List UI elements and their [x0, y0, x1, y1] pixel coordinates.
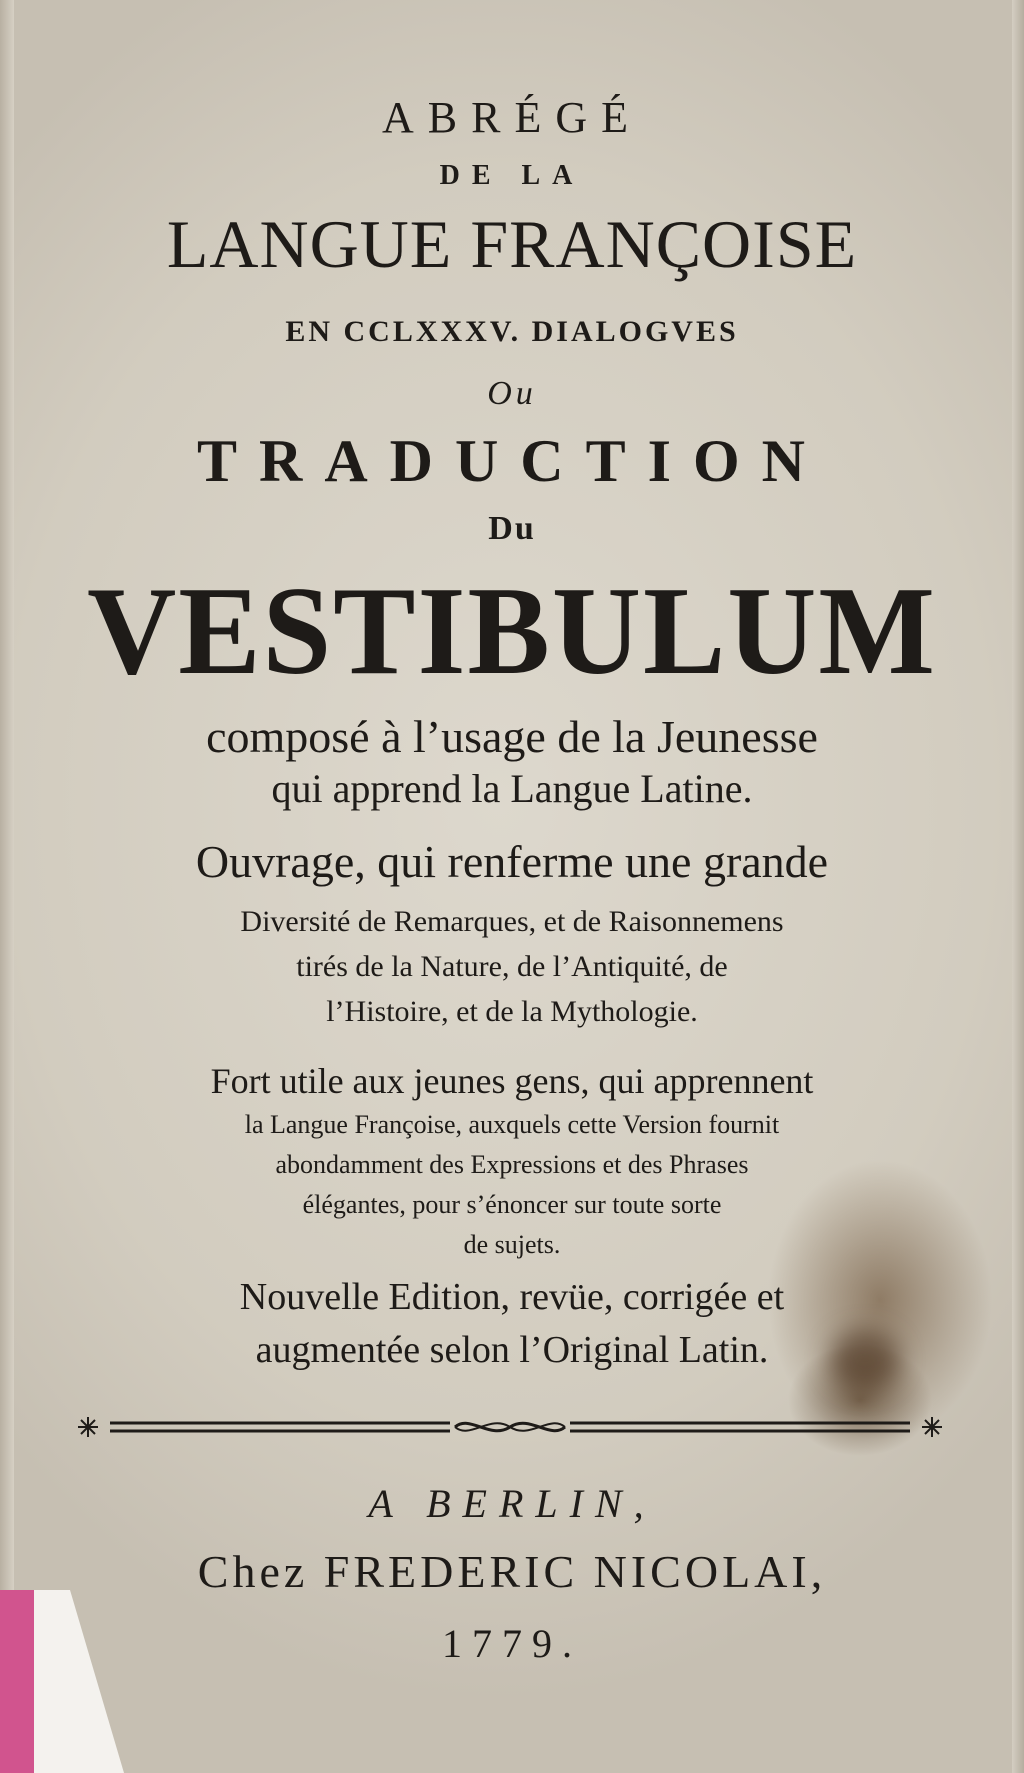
title-vestibulum: VESTIBULUM — [87, 562, 937, 701]
paper-corner — [34, 1590, 124, 1773]
subtitle-compose: composé à l’usage de la Jeunesse — [206, 711, 818, 762]
imprint-year: 1779. — [442, 1621, 582, 1666]
description-sujets: de sujets. — [463, 1230, 561, 1259]
imprint-place: A BERLIN, — [368, 1481, 656, 1526]
edition-nouvelle: Nouvelle Edition, revüe, corrigée et — [239, 1276, 785, 1318]
description-fort-utile: Fort utile aux jeunes gens, qui apprennent — [210, 1061, 814, 1101]
title-langue-francoise: LANGUE FRANÇOISE — [166, 206, 858, 282]
title-du: Du — [488, 510, 536, 547]
description-histoire: l’Histoire, et de la Mythologie. — [326, 995, 698, 1028]
subtitle-qui-apprend: qui apprend la Langue Latine. — [271, 766, 753, 811]
imprint-publisher: Chez FREDERIC NICOLAI, — [197, 1546, 827, 1597]
description-langue: la Langue Françoise, auxquels cette Version fournit — [244, 1110, 780, 1139]
description-elegantes: élégantes, pour s’énoncer sur toute sorte — [302, 1190, 722, 1219]
title-abrege: ABRÉGÉ — [382, 93, 642, 142]
title-ou: Ou — [487, 375, 537, 412]
edition-augmentee: augmentée selon l’Original Latin. — [255, 1329, 769, 1371]
description-ouvrage: Ouvrage, qui renferme une grande — [195, 836, 829, 887]
description-tires: tirés de la Nature, de l’Antiquité, de — [296, 950, 728, 983]
title-traduction: TRADUCTION — [196, 428, 828, 494]
description-abondamment: abondamment des Expressions et des Phrases — [275, 1150, 749, 1179]
title-dialogues: EN CCLXXXV. DIALOGVES — [285, 315, 739, 348]
ornament-rule — [70, 1412, 950, 1442]
description-diversite: Diversité de Remarques, et de Raisonnemens — [240, 905, 784, 938]
color-tab — [0, 1590, 34, 1773]
title-de-la: DE LA — [439, 160, 585, 191]
